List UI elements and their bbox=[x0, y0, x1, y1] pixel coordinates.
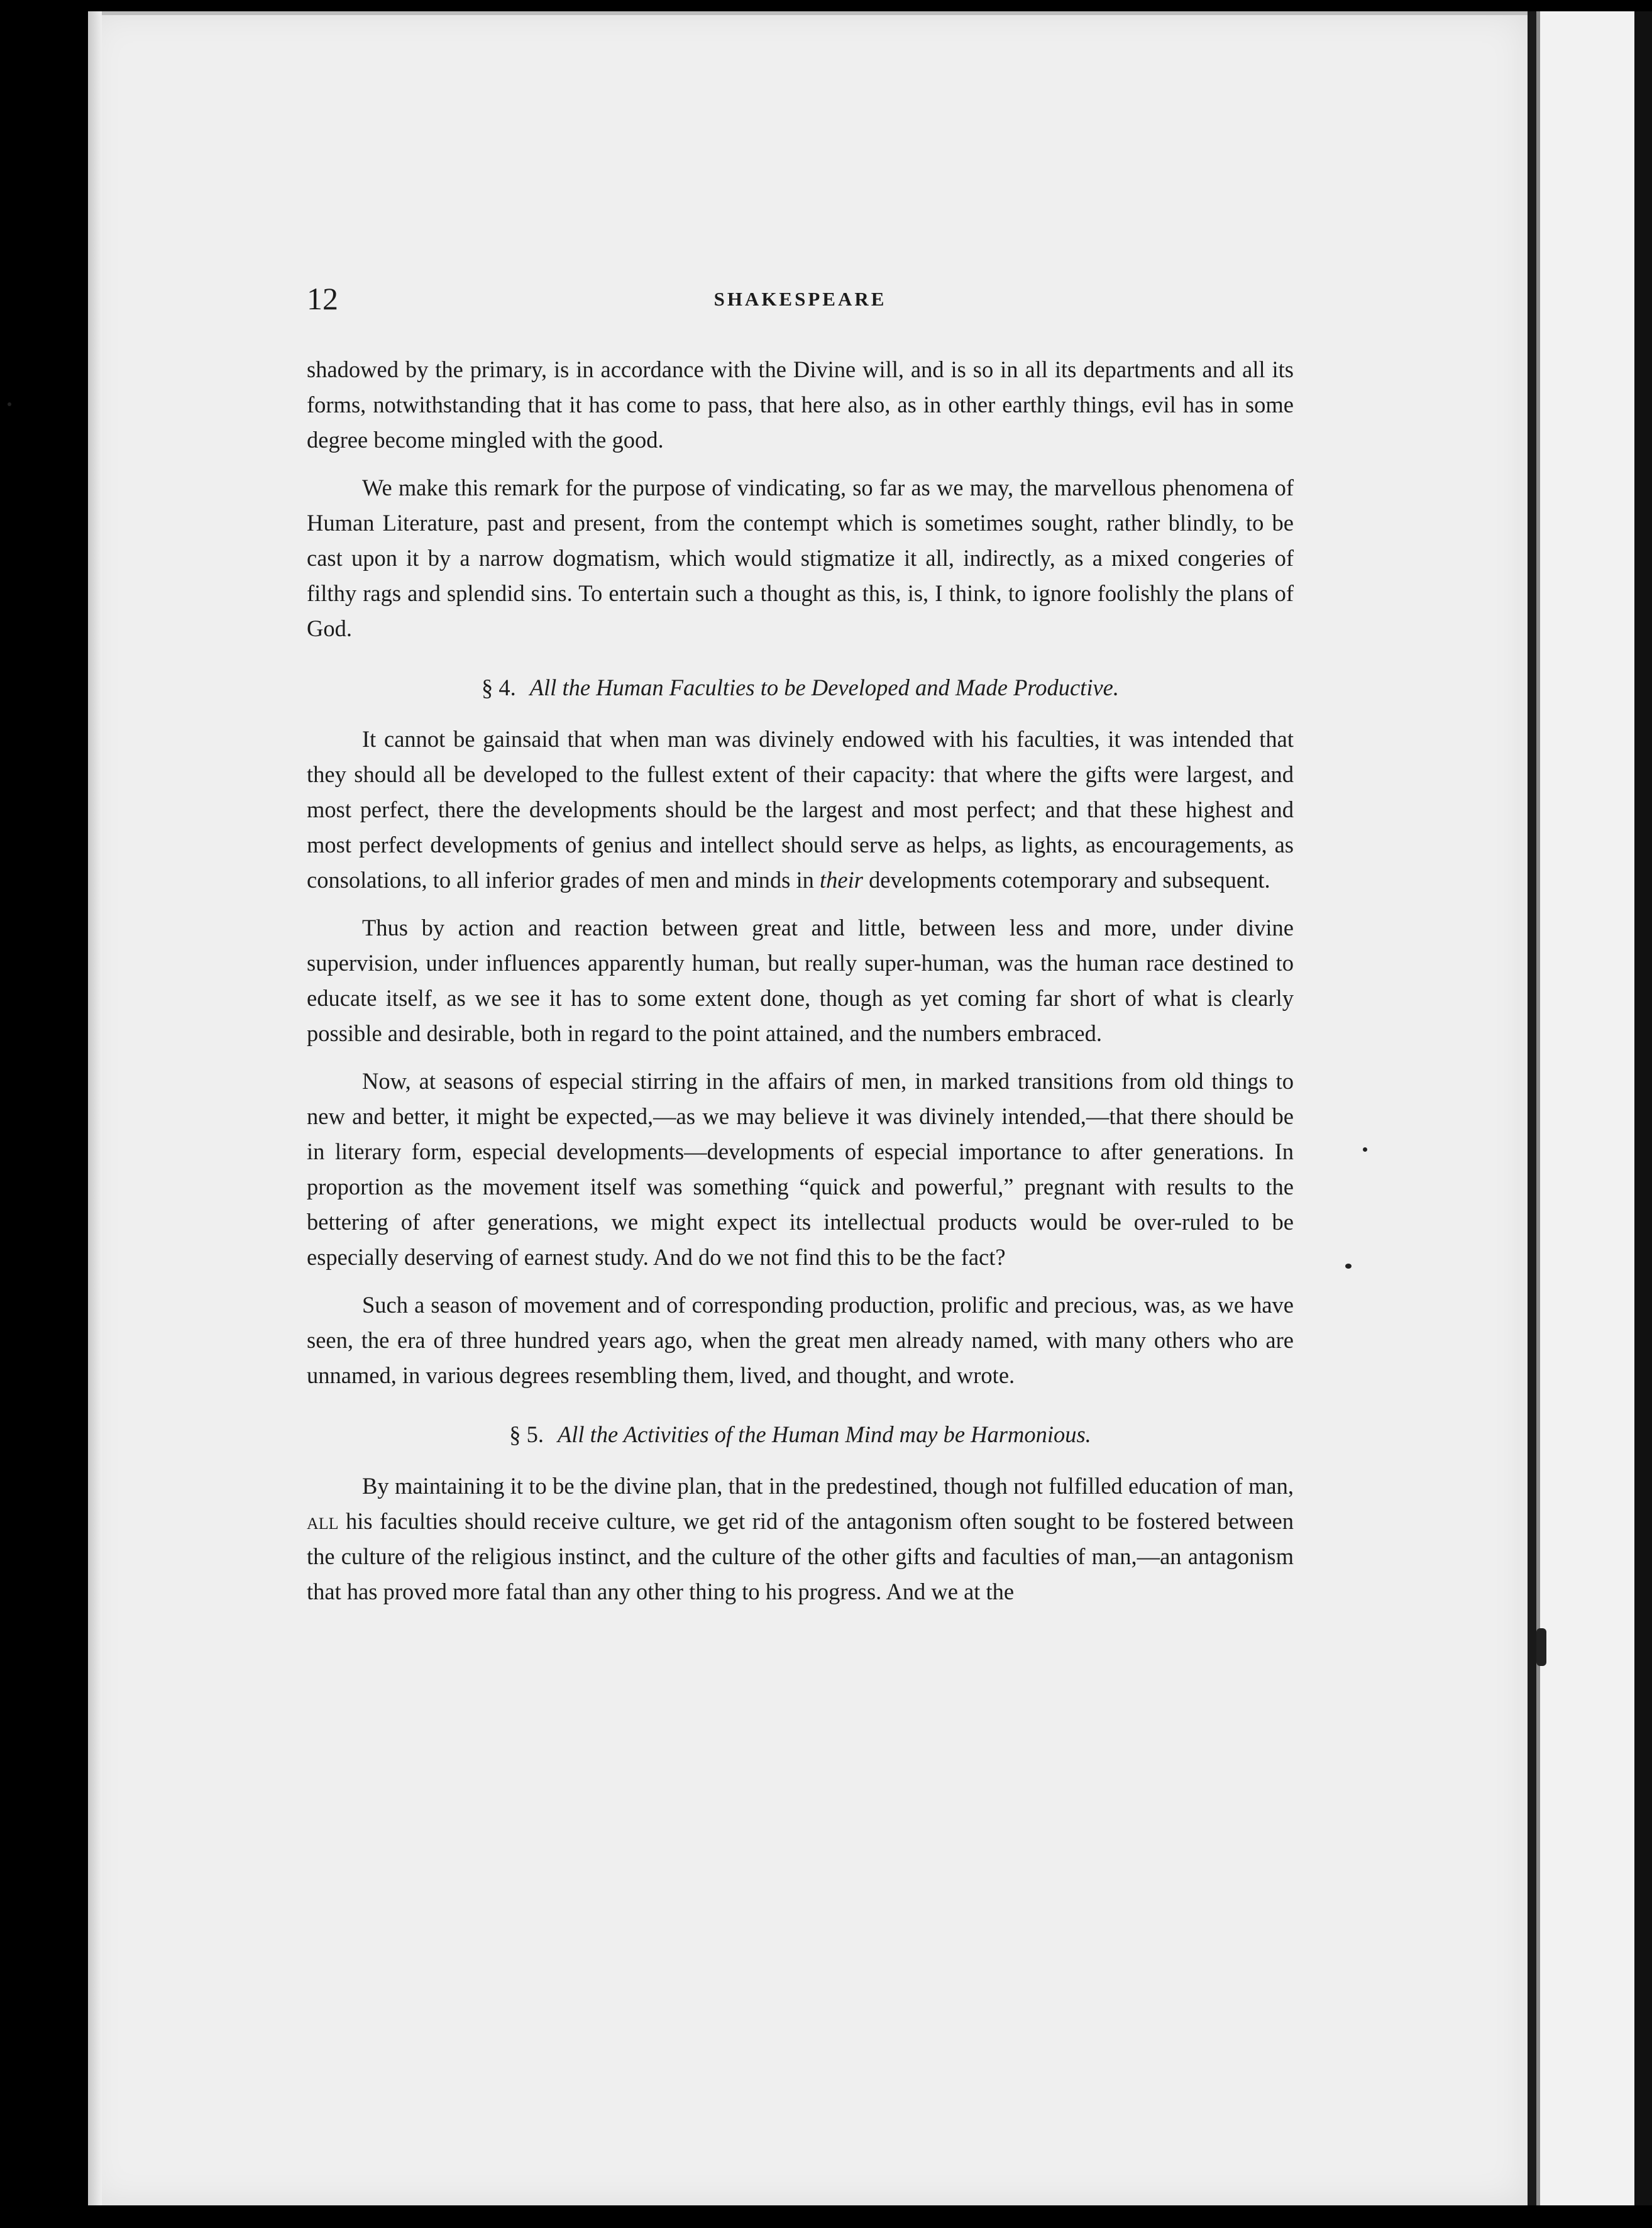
page-top-edge bbox=[88, 11, 1528, 15]
section-heading bbox=[307, 1417, 1294, 1452]
paragraph bbox=[307, 722, 1294, 898]
scan-speck bbox=[1345, 1264, 1352, 1269]
section-number: § 4. bbox=[482, 675, 516, 700]
page-text bbox=[307, 277, 1294, 1622]
section-title: All the Human Faculties to be Developed and Made Productive. bbox=[529, 675, 1119, 700]
running-title: SHAKESPEARE bbox=[713, 288, 887, 310]
gutter-shadow bbox=[1536, 11, 1540, 2205]
scan-border-right bbox=[1634, 11, 1652, 2205]
section-number: § 5. bbox=[509, 1421, 544, 1447]
emphasis-text: their bbox=[820, 867, 863, 893]
facing-page-edge bbox=[1528, 11, 1652, 2205]
scan-speck bbox=[8, 402, 11, 406]
paragraph: shadowed by the primary, is in accordance with the Divine will, and is so in all its departments and all its forms, notwithstanding that it has come to pass, that here also, as in other earthly things, evil has in some degree become mingled with the good. bbox=[307, 356, 1294, 453]
paragraph-text: his faculties should receive culture, we get rid of the antagonism often sought to be fostered between the culture of the religious instinct, and the culture of the other gifts and faculties of man,—an antagonism that has proved more fatal than any other thing to his progress. And we at the bbox=[307, 1508, 1294, 1604]
scan-mark bbox=[1536, 1628, 1546, 1666]
paragraph: We make this remark for the purpose of vindicating, so far as we may, the marvellous phenomena of Human Literature, past and present, from the contempt which is sometimes sought, rather blindly, to be cast upon it by a narrow dogmatism, which would stigmatize it all, indirectly, as a mixed congeries of filthy rags and splendid sins. To entertain such a thought as this, is, I think, to ignore foolishly the plans of God. bbox=[307, 475, 1294, 641]
page-left-edge bbox=[88, 11, 102, 2205]
paragraph-text: By maintaining it to be the divine plan, that in the predestined, though not fulfilled education of man, bbox=[362, 1473, 1294, 1499]
paragraph bbox=[307, 1469, 1294, 1609]
paragraph: Thus by action and reaction between great and little, between less and more, under divine supervision, under influences apparently human, but really super-human, was the human race destined to educate itself, as we see it has to some extent done, though as yet coming far short of what is clearly possible and desirable, both in regard to the point attained, and the numbers embraced. bbox=[307, 915, 1294, 1046]
paragraph-text: developments cotemporary and subsequent. bbox=[862, 867, 1270, 893]
paragraph: Now, at seasons of especial stirring in the affairs of men, in marked transitions from old things to new and better, it might be expected,—as we may believe it was divinely intended,—that there should be in literary form, especial developments—developments of especial importance to after generations. In proportion as the movement itself was something “quick and powerful,” pregnant with results to the bettering of after generations, we might expect its intellectual products would be over-ruled to be especially deserving of earnest study. And do we not find this to be the fact? bbox=[307, 1068, 1294, 1270]
paragraph-text: It cannot be gainsaid that when man was divinely endowed with his faculties, it was intended that they should all be developed to the fullest extent of their capacity: that where the gifts were largest, and most perfect, there the developments should be the largest and most perfect; and that these highest and most perfect developments of genius and intellect should serve as helps, as lights, as encouragements, as consolations, to all inferior grades of men and minds in bbox=[307, 726, 1294, 893]
paragraph: Such a season of movement and of corresponding production, prolific and precious, was, as we have seen, the era of three hundred years ago, when the great men already named, with many others who are unnamed, in various degrees resembling them, lived, and thought, and wrote. bbox=[307, 1292, 1294, 1388]
section-heading bbox=[307, 670, 1294, 705]
page-number: 12 bbox=[307, 281, 338, 316]
running-head bbox=[307, 277, 1294, 321]
scan-speck bbox=[1363, 1147, 1367, 1152]
section-title: All the Activities of the Human Mind may be Harmonious. bbox=[557, 1421, 1091, 1447]
gutter-line bbox=[1528, 11, 1536, 2205]
small-caps-text: all bbox=[307, 1508, 339, 1534]
